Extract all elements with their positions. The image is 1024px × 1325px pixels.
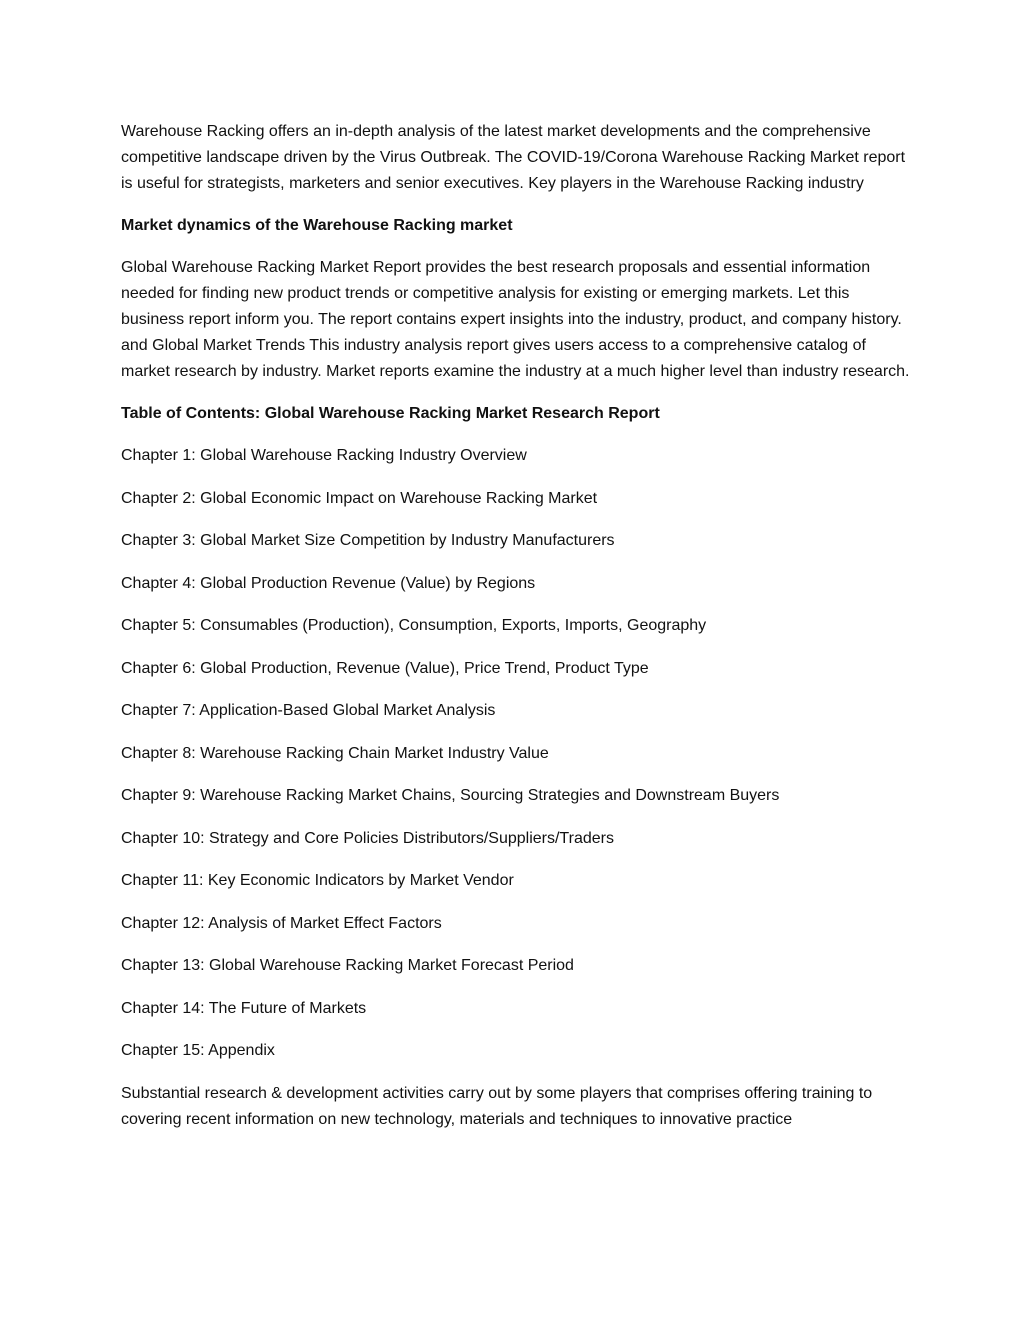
toc-chapter-1: Chapter 1: Global Warehouse Racking Industry Overview: [121, 447, 527, 464]
toc-chapter-5: Chapter 5: Consumables (Production), Consumption, Exports, Imports, Geography: [121, 617, 707, 634]
toc-chapter-6: Chapter 6: Global Production, Revenue (Value), Price Trend, Product Type: [121, 659, 649, 677]
toc-chapter-12: Chapter 12: Analysis of Market Effect Factors: [121, 914, 442, 932]
table-of-contents-heading: Table of Contents: Global Warehouse Racking Market Research Report: [121, 405, 660, 422]
market-dynamics-heading: Market dynamics of the Warehouse Racking market: [121, 217, 513, 234]
toc-chapter-8: Chapter 8: Warehouse Racking Chain Market Industry Value: [121, 744, 549, 762]
intro-paragraph: Warehouse Racking offers an in-depth analysis of the latest market developments and the comprehensive competitive landscape driven by the Virus Outbreak. The COVID-19/Corona Warehouse Racking Market report is useful for strategists, marketers and senior executives. Key players in the Warehouse Racking industry: [121, 123, 906, 192]
toc-chapter-13: Chapter 13: Global Warehouse Racking Market Forecast Period: [121, 957, 574, 974]
toc-chapter-9: Chapter 9: Warehouse Racking Market Chains, Sourcing Strategies and Downstream Buyers: [121, 787, 780, 804]
toc-chapter-14: Chapter 14: The Future of Markets: [121, 999, 367, 1017]
toc-chapter-3: Chapter 3: Global Market Size Competition by Industry Manufacturers: [121, 532, 615, 549]
toc-chapter-10: Chapter 10: Strategy and Core Policies Distributors/Suppliers/Traders: [121, 829, 614, 847]
toc-chapter-7: Chapter 7: Application-Based Global Market Analysis: [121, 702, 496, 719]
toc-chapter-11: Chapter 11: Key Economic Indicators by Market Vendor: [121, 872, 514, 889]
toc-chapter-2: Chapter 2: Global Economic Impact on Warehouse Racking Market: [121, 489, 598, 507]
closing-paragraph: Substantial research & development activities carry out by some players that comprises offering training to covering recent information on new technology, materials and techniques to innovative practice: [121, 1084, 873, 1128]
document-page: [121, 119, 911, 1149]
toc-chapter-15: Chapter 15: Appendix: [121, 1042, 275, 1059]
market-dynamics-paragraph: Global Warehouse Racking Market Report provides the best research proposals and essential information needed for finding new product trends or competitive analysis for existing or emerging markets. Let this business report inform you. The report contains expert insights into the industry, product, and company history. and Global Market Trends This industry analysis report gives users access to a comprehensive catalog of market research by industry. Market reports examine the industry at a much higher level than industry research.: [121, 259, 910, 380]
toc-chapter-4: Chapter 4: Global Production Revenue (Value) by Regions: [121, 574, 536, 592]
table-of-contents-list: [121, 443, 911, 1064]
